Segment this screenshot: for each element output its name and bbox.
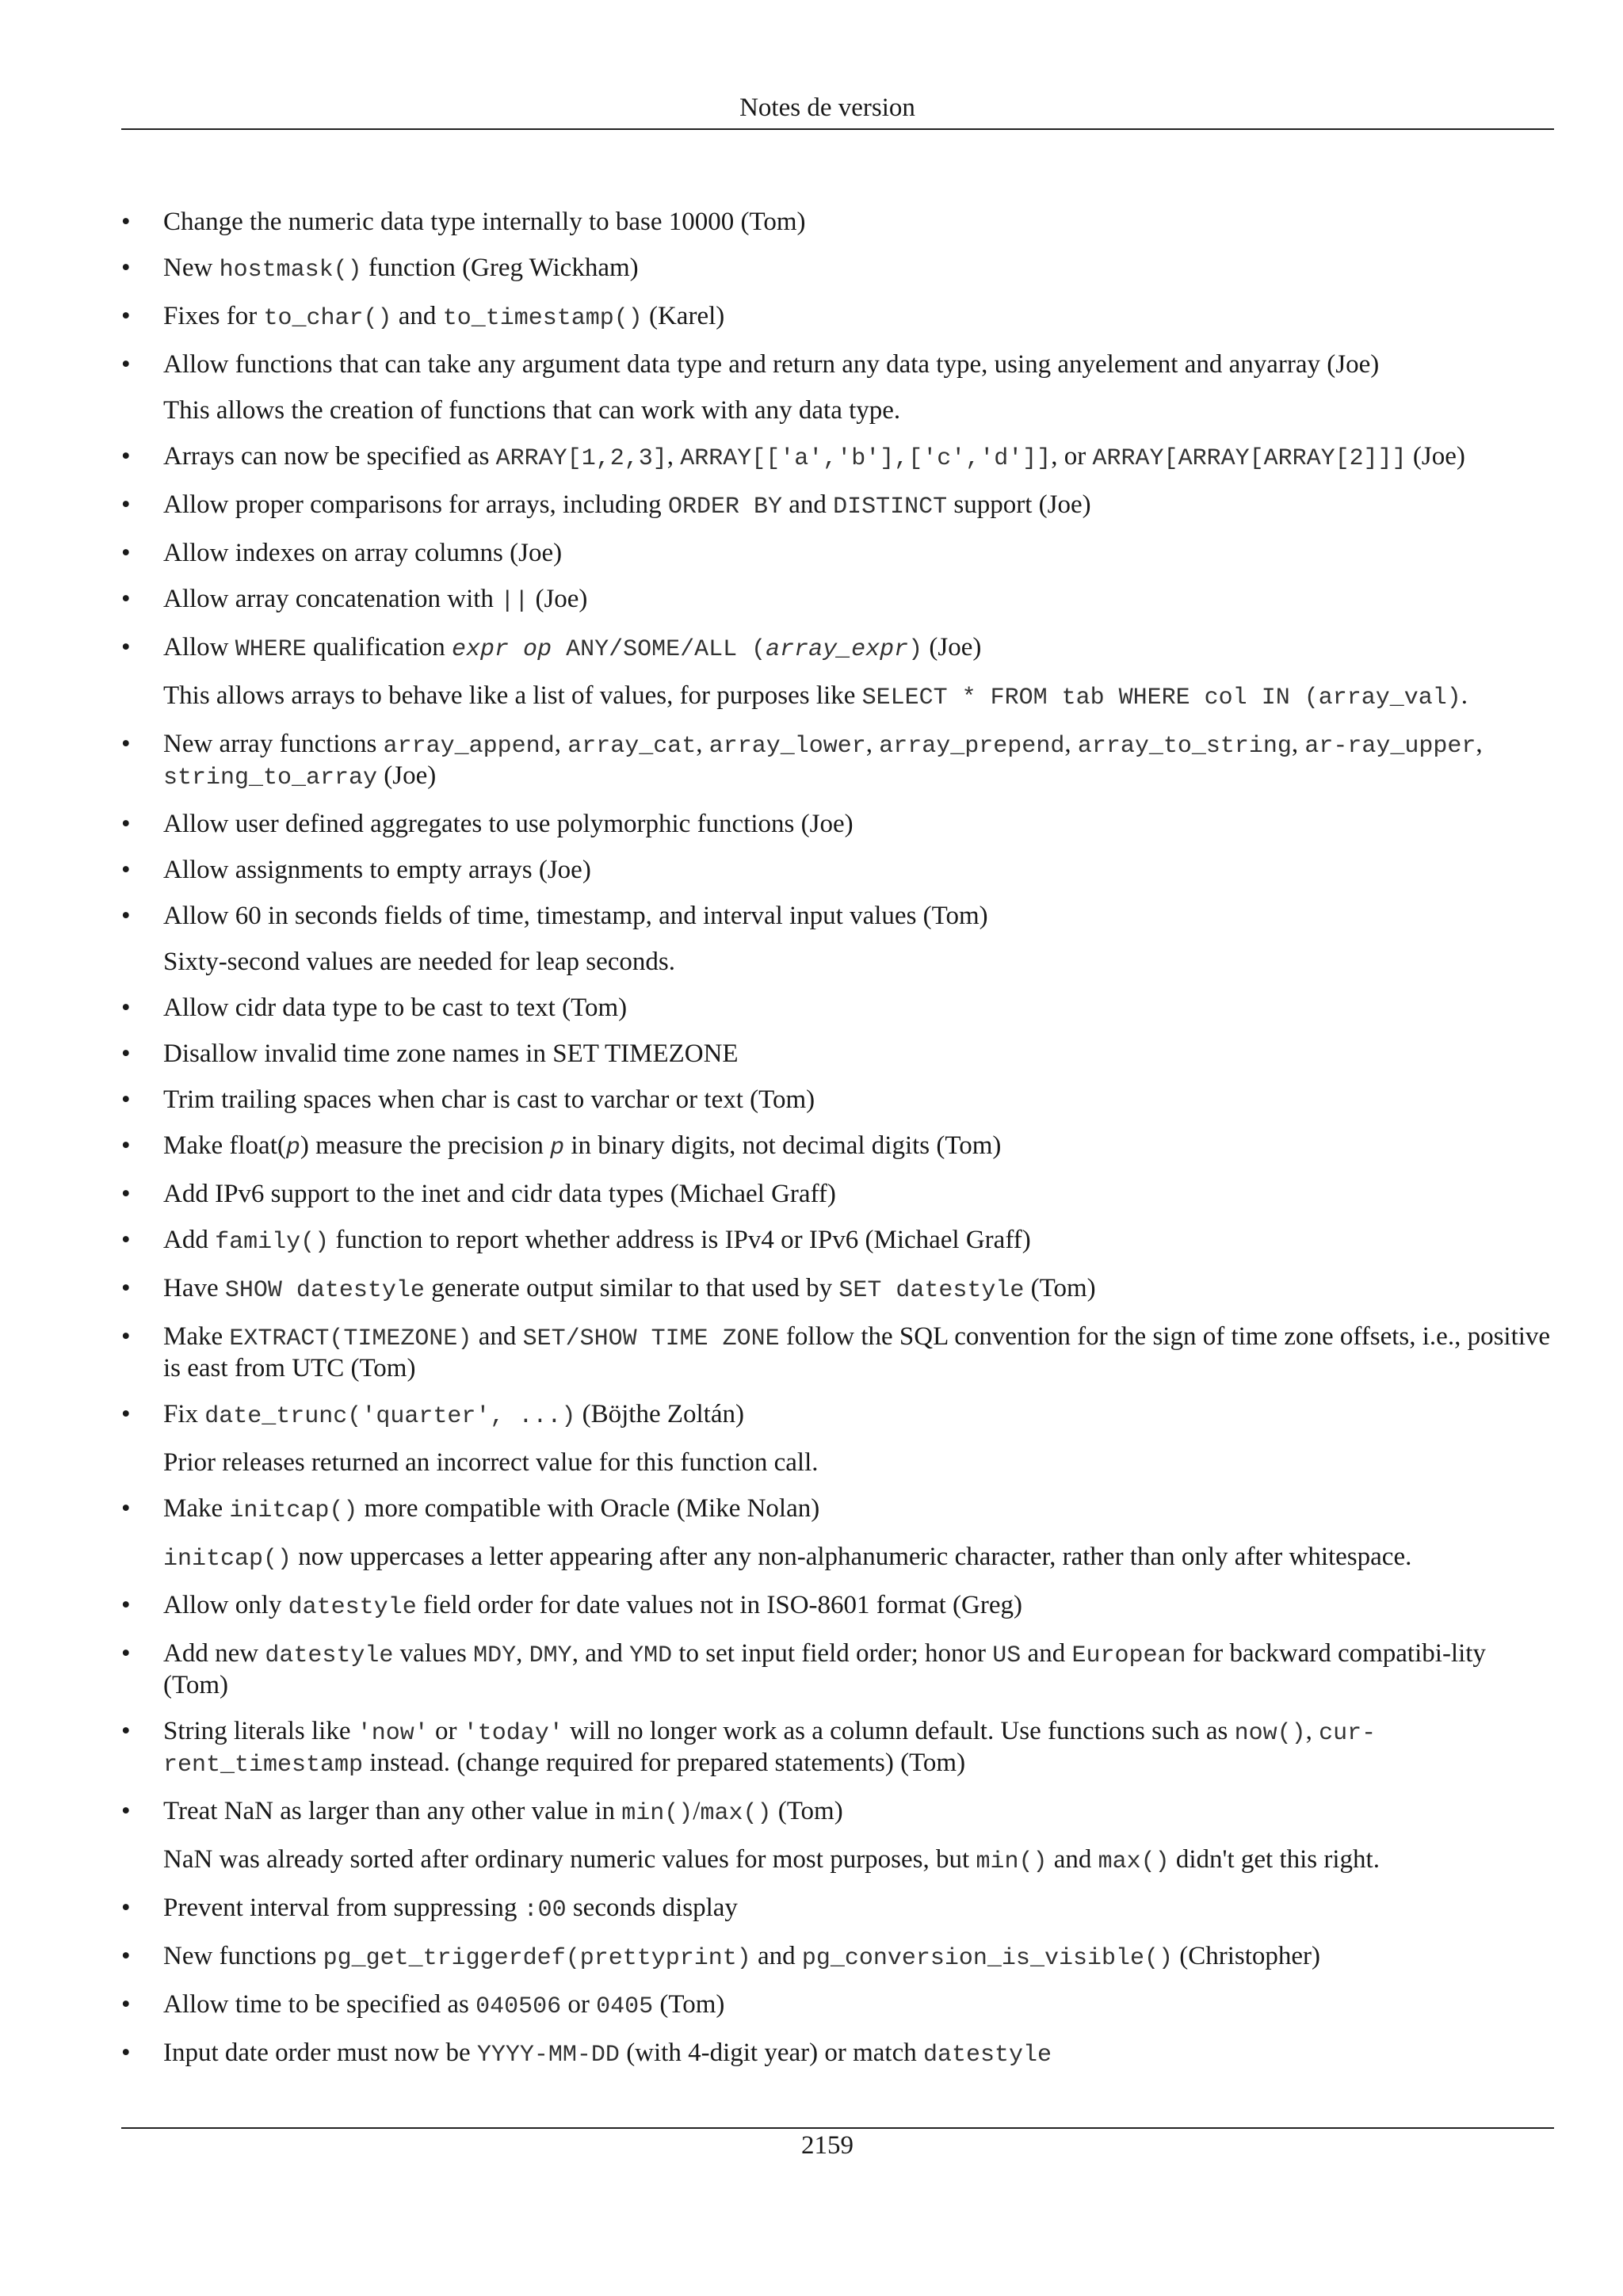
code-literal: SET/SHOW TIME ZONE [522, 1325, 780, 1352]
list-item [121, 1797, 1556, 1829]
code-literal: family() [215, 1229, 330, 1256]
code-literal: initcap() [163, 1546, 292, 1573]
code-placeholder: expr op [452, 636, 552, 663]
code-literal: datestyle [288, 1594, 417, 1621]
text-run: (Christopher) [1172, 1942, 1321, 1970]
item-note [121, 1845, 1556, 1877]
bullet-marker: • [121, 1990, 131, 2019]
bullet-marker: • [121, 1039, 131, 1068]
text-run: Sixty-second values are needed for leap seconds. [163, 948, 676, 976]
code-literal: US [992, 1642, 1022, 1669]
text-run: Allow [163, 633, 235, 662]
code-literal: to_timestamp() [442, 305, 643, 332]
text-run: in binary digits, not decimal digits (Tom) [564, 1131, 1002, 1160]
bullet-marker: • [121, 1400, 131, 1428]
code-literal: ORDER BY [667, 494, 782, 521]
code-literal: array_to_string [1077, 733, 1292, 760]
list-item [121, 350, 1556, 379]
list-item [121, 1322, 1556, 1383]
code-literal: initcap() [229, 1497, 358, 1524]
code-literal: array_lower [708, 733, 866, 760]
text-run: (Joe) [377, 761, 437, 790]
code-literal: European [1071, 1642, 1186, 1669]
list-item [121, 994, 1556, 1023]
code-literal: || [500, 588, 529, 615]
text-run: and [1047, 1845, 1098, 1874]
code-literal: 'today' [463, 1720, 563, 1747]
text-run: and [1021, 1639, 1072, 1668]
code-literal: ar-ray_upper [1304, 733, 1476, 760]
code-literal: 040506 [475, 1993, 562, 2020]
list-item [121, 1942, 1556, 1974]
text-run: , [696, 730, 709, 758]
text-run: This allows the creation of functions that can work with any data type. [163, 396, 901, 425]
text-run: Allow functions that can take any argument data type and return any data type, using anyelement and anyarray (Joe) [163, 350, 1380, 379]
text-run: (with 4-digit year) or match [619, 2039, 923, 2067]
code-literal: max() [700, 1800, 772, 1827]
text-run: Make float( [163, 1131, 286, 1160]
text-run: NaN was already sorted after ordinary numeric values for most purposes, but [163, 1845, 976, 1874]
text-run: and [472, 1322, 523, 1351]
text-run: didn't get this right. [1169, 1845, 1380, 1874]
item-note [121, 396, 1556, 425]
text-run: Make [163, 1494, 230, 1523]
bullet-marker: • [121, 2039, 131, 2067]
text-run: Allow only [163, 1591, 288, 1619]
text-run: Input date order must now be [163, 2039, 477, 2067]
code-literal: max() [1098, 1848, 1170, 1875]
code-literal: MDY [473, 1642, 517, 1669]
footer-rule [121, 2127, 1554, 2129]
bullet-marker: • [121, 539, 131, 567]
code-literal: min() [621, 1800, 693, 1827]
text-run: function (Greg Wickham) [361, 254, 639, 282]
code-literal: ARRAY[1,2,3] [495, 445, 667, 472]
text-run: . [1461, 681, 1468, 710]
list-item [121, 856, 1556, 885]
text-run: New array functions [163, 730, 384, 758]
code-literal: date_trunc('quarter', ...) [204, 1403, 576, 1430]
list-item [121, 1639, 1556, 1700]
list-item [121, 539, 1556, 568]
text-run: qualification [306, 633, 453, 662]
text-run: , [516, 1639, 529, 1668]
code-literal: datestyle [922, 2042, 1052, 2069]
text-run: , [1064, 730, 1078, 758]
bullet-marker: • [121, 1591, 131, 1619]
text-run: Add new [163, 1639, 265, 1668]
text-run: , or [1051, 442, 1093, 471]
bullet-marker: • [121, 810, 131, 838]
text-run: will no longer work as a column default. Use functions such as [563, 1717, 1235, 1745]
code-literal: DMY [529, 1642, 572, 1669]
bullet-marker: • [121, 1717, 131, 1745]
bullet-marker: • [121, 633, 131, 662]
bullet-marker: • [121, 1894, 131, 1922]
code-placeholder: p [285, 1135, 300, 1161]
bullet-marker: • [121, 1639, 131, 1668]
code-placeholder: p [550, 1135, 565, 1161]
list-item [121, 254, 1556, 285]
list-item [121, 208, 1556, 237]
bullet-marker: • [121, 730, 131, 758]
code-literal: ) [908, 636, 923, 663]
text-run: support (Joe) [947, 490, 1091, 519]
text-run: instead. (change required for prepared statements) (Tom) [363, 1749, 966, 1777]
item-note [121, 948, 1556, 977]
text-run: Arrays can now be specified as [163, 442, 496, 471]
text-run: (Joe) [922, 633, 982, 662]
text-run: Add IPv6 support to the inet and cidr data types (Michael Graff) [163, 1180, 836, 1208]
text-run: , [1291, 730, 1305, 758]
text-run: Fixes for [163, 302, 264, 330]
code-placeholder: array_expr [766, 636, 909, 663]
text-run: (Böjthe Zoltán) [575, 1400, 744, 1428]
code-literal: datestyle [265, 1642, 394, 1669]
list-item [121, 1226, 1556, 1257]
text-run: , [1305, 1717, 1319, 1745]
text-run: values [393, 1639, 474, 1668]
list-item [121, 1400, 1556, 1432]
text-run: function to report whether address is IPv4 or IPv6 (Michael Graff) [329, 1226, 1031, 1254]
code-literal: array_prepend [879, 733, 1065, 760]
list-item [121, 302, 1556, 334]
text-run: Change the numeric data type internally to base 10000 (Tom) [163, 208, 806, 236]
item-note [121, 1543, 1556, 1574]
list-item [121, 730, 1556, 793]
code-literal: YYYY-MM-DD [476, 2042, 620, 2069]
text-run: Trim trailing spaces when char is cast to varchar or text (Tom) [163, 1085, 815, 1114]
code-literal: min() [976, 1848, 1048, 1875]
text-run: Allow cidr data type to be cast to text (Tom) [163, 994, 628, 1022]
bullet-marker: • [121, 902, 131, 930]
text-run: Disallow invalid time zone names in SET TIMEZONE [163, 1039, 739, 1068]
text-run: (Tom) [653, 1990, 725, 2019]
bullet-marker: • [121, 1131, 131, 1160]
bullet-marker: • [121, 1494, 131, 1523]
code-literal: hostmask() [219, 257, 362, 284]
bullet-marker: • [121, 1180, 131, 1208]
code-literal: WHERE [235, 636, 307, 663]
item-note [121, 681, 1556, 713]
text-run: , [865, 730, 880, 758]
text-run: , and [571, 1639, 630, 1668]
bullet-marker: • [121, 994, 131, 1022]
code-literal: ARRAY[['a','b'],['c','d']] [680, 445, 1052, 472]
list-item [121, 2039, 1556, 2070]
text-run: New functions [163, 1942, 323, 1970]
text-run: , [666, 442, 681, 471]
code-literal: SHOW datestyle [224, 1277, 425, 1304]
text-run: Add [163, 1226, 216, 1254]
text-run: Allow array concatenation with [163, 585, 501, 613]
code-literal: to_char() [263, 305, 392, 332]
code-literal: EXTRACT(TIMEZONE) [229, 1325, 472, 1352]
text-run: New [163, 254, 220, 282]
text-run: Fix [163, 1400, 205, 1428]
bullet-marker: • [121, 856, 131, 884]
text-run: Allow indexes on array columns (Joe) [163, 539, 563, 567]
bullet-marker: • [121, 1322, 131, 1351]
code-literal: cur-rent_timestamp [163, 1720, 1377, 1779]
page-header-title: Notes de version [739, 93, 915, 122]
bullet-marker: • [121, 208, 131, 236]
bullet-marker: • [121, 442, 131, 471]
list-item [121, 1131, 1556, 1163]
bullet-marker: • [121, 350, 131, 379]
code-literal: 'now' [357, 1720, 429, 1747]
text-run: or [561, 1990, 597, 2019]
text-run: for backward compatibi-lity (Tom) [163, 1639, 1486, 1699]
text-run: now uppercases a letter appearing after any non-alphanumeric character, rather than only after whitespace. [292, 1543, 1412, 1571]
code-literal: pg_conversion_is_visible() [801, 1945, 1173, 1972]
text-run: , [1476, 730, 1483, 758]
bullet-marker: • [121, 1226, 131, 1254]
code-literal: string_to_array [163, 765, 378, 791]
text-run: (Joe) [1406, 442, 1465, 471]
bullet-marker: • [121, 254, 131, 282]
text-run: and [750, 1942, 802, 1970]
bullet-marker: • [121, 302, 131, 330]
text-run: Allow time to be specified as [163, 1990, 476, 2019]
text-run: Prior releases returned an incorrect value for this function call. [163, 1448, 819, 1477]
code-literal: ARRAY[ARRAY[ARRAY[2]]] [1092, 445, 1407, 472]
text-run: Allow user defined aggregates to use polymorphic functions (Joe) [163, 810, 854, 838]
list-item [121, 1494, 1556, 1526]
text-run: Make [163, 1322, 230, 1351]
text-run: follow the SQL convention for the sign of time zone offsets, i.e., positive is east from UTC (Tom) [163, 1322, 1551, 1383]
text-run: / [693, 1797, 701, 1825]
text-run: Allow assignments to empty arrays (Joe) [163, 856, 591, 884]
code-literal: 0405 [596, 1993, 654, 2020]
bullet-marker: • [121, 1274, 131, 1302]
list-item [121, 1274, 1556, 1306]
code-literal: array_cat [567, 733, 697, 760]
item-note [121, 1448, 1556, 1478]
text-run: , [554, 730, 568, 758]
text-run: (Joe) [529, 585, 588, 613]
list-item [121, 442, 1556, 474]
list-item [121, 1591, 1556, 1623]
text-run: or [428, 1717, 464, 1745]
code-literal: DISTINCT [833, 494, 948, 521]
list-item [121, 1180, 1556, 1209]
text-run: and [781, 490, 834, 519]
bullet-marker: • [121, 490, 131, 519]
text-run: generate output similar to that used by [424, 1274, 839, 1302]
list-item [121, 1717, 1556, 1780]
text-run: ) measure the precision [300, 1131, 551, 1160]
list-item [121, 633, 1556, 665]
text-run: seconds display [566, 1894, 738, 1922]
text-run: (Tom) [771, 1797, 843, 1825]
code-literal: now() [1234, 1720, 1306, 1747]
page-number: 2159 [801, 2131, 854, 2160]
text-run: Allow proper comparisons for arrays, including [163, 490, 668, 519]
list-item [121, 1039, 1556, 1069]
text-run: This allows arrays to behave like a list of values, for purposes like [163, 681, 862, 710]
text-run: more compatible with Oracle (Mike Nolan) [357, 1494, 820, 1523]
bullet-marker: • [121, 585, 131, 613]
text-run: Have [163, 1274, 225, 1302]
list-item [121, 490, 1556, 522]
text-run: Prevent interval from suppressing [163, 1894, 524, 1922]
code-literal: SET datestyle [838, 1277, 1025, 1304]
text-run: (Karel) [642, 302, 725, 330]
text-run: (Tom) [1024, 1274, 1096, 1302]
list-item [121, 902, 1556, 931]
header-rule [121, 128, 1554, 130]
code-literal: ANY/SOME/ALL ( [552, 636, 766, 663]
text-run: String literals like [163, 1717, 357, 1745]
text-run: to set input field order; honor [672, 1639, 993, 1668]
list-item [121, 585, 1556, 616]
code-literal: pg_get_triggerdef(prettyprint) [323, 1945, 751, 1972]
list-item [121, 1085, 1556, 1115]
list-item [121, 1894, 1556, 1925]
code-literal: array_append [383, 733, 555, 760]
text-run: field order for date values not in ISO-8601 format (Greg) [416, 1591, 1022, 1619]
bullet-marker: • [121, 1085, 131, 1114]
text-run: Treat NaN as larger than any other value in [163, 1797, 622, 1825]
code-literal: YMD [629, 1642, 673, 1669]
bullet-marker: • [121, 1797, 131, 1825]
text-run: and [391, 302, 443, 330]
bullet-marker: • [121, 1942, 131, 1970]
list-item [121, 1990, 1556, 2022]
code-literal: :00 [523, 1897, 567, 1924]
text-run: Allow 60 in seconds fields of time, timestamp, and interval input values (Tom) [163, 902, 988, 930]
list-item [121, 810, 1556, 839]
code-literal: SELECT * FROM tab WHERE col IN (array_val) [861, 685, 1461, 711]
release-notes-list [121, 208, 1556, 2087]
